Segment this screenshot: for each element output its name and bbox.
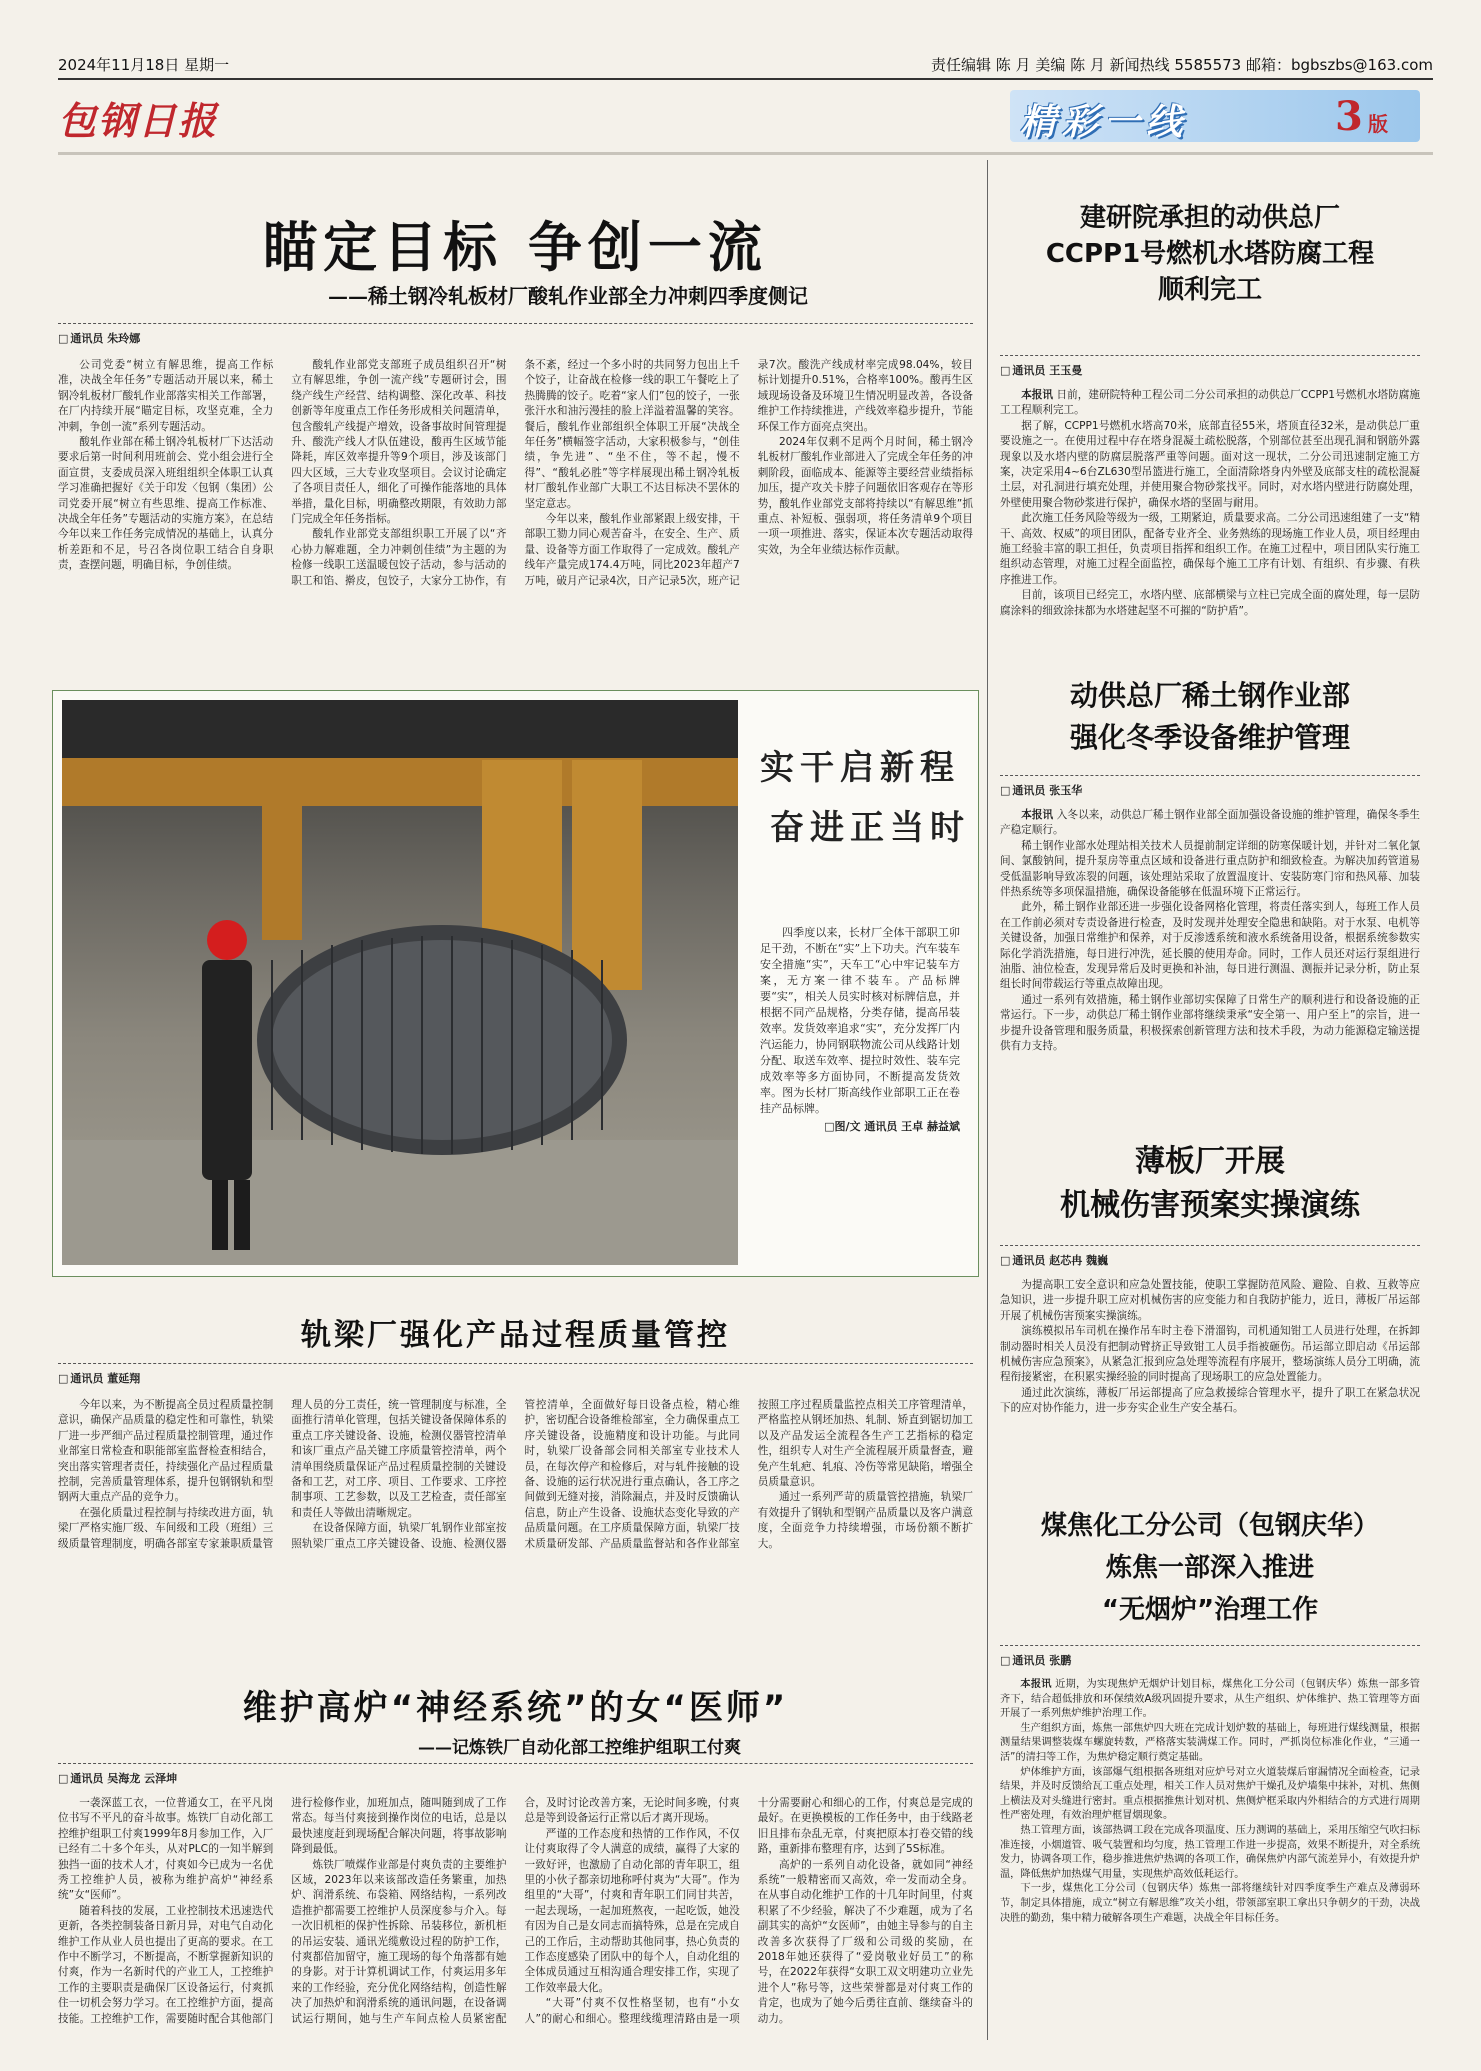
paragraph xyxy=(1000,388,1420,419)
paragraph: 此次施工任务风险等级为一级，工期紧迫，质量要求高。二分公司迅速组建了一支“精干、高效、权威”的项目团队，配备专业齐全、业务熟练的现场施工作业人员，项目经理由施工经验丰富的职工担任，负责项目指挥和组织工作。在施工过程中，项目团队实行施工组织动态管理，对施工过程全面监控，确保每个施工工序有计划、有组织、有步骤、有秩序推进工作。 xyxy=(1000,512,1420,586)
photo-credit: □图/文 通讯员 王卓 赫益斌 xyxy=(824,1120,960,1133)
paragraph: 在强化质量过程控制与持续改进方面，轨梁厂严格实施厂级、车间级和工段（班组）三级质量管理制度，明确各部室专家兼职质量管理人员的分工责任，统一管理制度与标准，全面推行清单化管理，包括关键设备保障体系的重点工序关键设备、设施，检测仪器管控清单和该厂重点产品关键工序质量管控清单，两个清单围绕质量保证产品过程质量控制的关键设备和工艺，对工序、项目、工作要求、工序控制事项、工艺参数，以及工艺检查，责任部室和责任人等做出清晰规定。 xyxy=(58,1399,507,1550)
paragraph-text: 日前，建研院特种工程公司二分公司承担的动供总厂CCPP1号燃机水塔防腐施工工程顺利完工。 xyxy=(1000,389,1421,417)
editors-line: 责任编辑 陈 月 美编 陈 月 新闻热线 5585573 邮箱：bgbszbs@163.com xyxy=(931,56,1433,74)
article5-body xyxy=(58,1398,973,1660)
paragraph: 2024年仅剩不足两个月时间，稀土钢冷轧板材厂酸轧作业部进入了完成全年任务的冲刺阶段，面临成本、能源等主要经营业绩指标加压，提产攻关卡脖子问题依旧客观存在等形势，酸轧作业部党支部将持续以“有解思维”抓重点、补短板、强弱项，将任务清单9个项目一项一项推进、落实，保证本次专题活动取得实效，为全年业绩达标作贡献。 xyxy=(757,436,973,556)
article1-subtitle: ——稀土钢冷轧板材厂酸轧作业部全力冲刺四季度侧记 xyxy=(328,284,808,308)
paragraph xyxy=(1000,808,1420,839)
article7-subtitle: ——记炼铁厂自动化部工控维护组职工付爽 xyxy=(418,1738,741,1758)
article6-title-line1: 煤焦化工分公司（包钢庆华） xyxy=(1040,1511,1379,1541)
paragraph: 稀土钢作业部水处理站相关技术人员提前制定详细的防寒保暖计划，并针对二氧化氯间、氯酸钠间，提升泵房等重点区域和设备进行重点防护和细致检查。为解决加药管道易受低温影响导致冻裂的问题，该处理站采取了放置温度计、安装防寒门帘和热风幕、加装伴热系统等多项保温措施，确保设备能够在低温环境下正常运行。 xyxy=(1000,839,1420,899)
paragraph-text: 近期，为实现焦炉无烟炉计划目标，煤焦化工分公司（包钢庆华）炼焦一部多管齐下，结合超低排放和环保绩效A级巩固提升要求，从生产组织、炉体维护、热工管理等方面开展了一系列焦炉维护治理工作。 xyxy=(1000,1679,1420,1720)
photo-caption xyxy=(760,925,960,1135)
paragraph xyxy=(1000,1678,1420,1722)
paragraph: “大哥”付爽不仅性格坚韧，也有“小女人”的耐心和细心。整理线缆理清路由是一项十分需要耐心和细心的工作，付爽总是完成的最好。在更换模板的工作任务中，由于线路老旧且排布杂乱无章，付爽把原本打卷交错的线路，重新排布整理有序，达到了5S标准。 xyxy=(524,1797,973,2025)
page-unit: 版 xyxy=(1368,112,1388,136)
article3-byline: □ 通讯员 张玉华 xyxy=(1000,782,1082,798)
article2-dash xyxy=(1000,355,1420,356)
article2-title-line2: CCPP1号燃机水塔防腐工程 xyxy=(1045,239,1375,269)
photo-wire-rod-coil xyxy=(62,700,738,1265)
paragraph: 高炉的一系列自动化设备，就如同“神经系统”一般精密而又高效，牵一发而动全身。在从事自动化维护工作的十几年时间里，付爽积累了不少经验，解决了不少难题，成为了名副其实的高炉“女医师”，由她主导参与的自主改善多次获得了厂级和公司级的奖励，在2018年她还获得了“爱岗敬业好员工”的称号，在2022年获得“女职工双文明建功立业先进个人”称号等，这些荣誉都是对付爽工作的肯定，也成为了她今后勇往直前、继续奋斗的动力。 xyxy=(757,1858,973,2025)
article2-title-line1: 建研院承担的动供总厂 xyxy=(1079,203,1340,233)
top-rule xyxy=(58,78,1433,80)
paragraph: 随着科技的发展，工业控制技术迅速迭代更新，各类控制装备日新月异，对电气自动化维护工作从业人员也提出了更高的要求。在工作中不断学习，不断提高，不断掌握新知识的付爽，作为一名新时代的产业工人，工控维护工作的主要职责是确保厂区设备运行，付爽抓住一切机会努力学习。在工控维护方面，提高技能。工控维护工作，需要随时配合其他部门进行检修作业，加班加点，随叫随到成了工作常态。每当付爽接到操作岗位的电话，总是以最快速度赶到现场配合解决问题，将事故影响降到最低。 xyxy=(58,1797,507,2025)
masthead-rule xyxy=(58,152,1433,155)
paragraph: 通过一系列严苛的质量管控措施，轨梁厂有效提升了钢轨和型钢产品质量以及客户满意度，全面竞争力持续增强，市场份额不断扩大。 xyxy=(757,1491,973,1550)
article2-byline: □ 通讯员 王玉曼 xyxy=(1000,362,1082,378)
paragraph: 下一步，煤焦化工分公司（包钢庆华）炼焦一部将继续针对四季度季生产难点及薄弱环节，制定具体措施，成立“树立有解思维”攻关小组，带领部室职工拿出只争朝夕的干劲，决战决胜的勤劲，集中精力破解各项生产难题，决战全年目标任务。 xyxy=(1000,1883,1420,1924)
paragraph: 严谨的工作态度和热情的工作作风，不仅让付爽取得了令人满意的成绩，赢得了大家的一致好评，也激励了自动化部的青年职工，组里的小伙子都亲切地称呼付爽为“大哥”。作为组里的“大哥”，付爽和青年职工们同甘共苦，一起去现场，一起加班熬夜，一起吃饭，她没有因为自己是女同志而搞特殊，总是在完成自己的工作后，主动帮助其他同事，热心负责的工作态度感染了团队中的每个人，自动化组的全体成员通过互相沟通合理安排工作，实现了工作效率最大化。 xyxy=(524,1827,740,1994)
article3-title-line2: 强化冬季设备维护管理 xyxy=(1069,721,1350,754)
article5-byline: □ 通讯员 董延翔 xyxy=(58,1370,140,1386)
article3-body xyxy=(1000,808,1420,1055)
article6-byline: □ 通讯员 张鹏 xyxy=(1000,1652,1071,1668)
paragraph: 为提高职工安全意识和应急处置技能，使职工掌握防范风险、避险、自救、互救等应急知识，进一步提升职工应对机械伤害的应变能力和自我防护能力，近日，薄板厂吊运部开展了机械伤害预案实操演练。 xyxy=(1000,1279,1420,1322)
section-banner xyxy=(1010,90,1420,142)
article4-title-line2: 机械伤害预案实操演练 xyxy=(1060,1188,1360,1223)
article3-dash xyxy=(1000,775,1420,776)
article5-title: 轨梁厂强化产品过程质量管控 xyxy=(301,1318,730,1353)
paragraph: 在设备保障方面，轨梁厂轧钢作业部室按照轨梁厂重点工序关键设备、设施、检测仪器管控清单，全面做好每日设备点检，精心维护，密切配合设备维检部室，全力确保重点工序关键设备，设施精度和设计功能。与此同时，轨梁厂设备部会同相关部室专业技术人员，在每次停产和检修后，对与轧件接触的设备、设施的运行状况进行重点确认，各工序之间做到无缝对接，消除漏点，并及时反馈确认信息，防止产生设备、设施状态变化导致的产品质量问题。在工序质量保障方面，轨梁厂技术质量研发部、产品质量监督站和各作业部室按照工序过程质量监控点相关工序管理清单，严格监控从钢坯加热、轧制、矫直到锯切加工以及产品发运全流程各生产工艺指标的稳定性，组织专人对生产全流程展开质量督查，避免产生轧疤、轧痕、冷伤等常见缺陷，增强全员质量意识。 xyxy=(291,1399,973,1550)
article2-body xyxy=(1000,388,1420,619)
paragraph: 炼铁厂喷煤作业部是付爽负责的主要维护区域，2023年以来该部改造任务繁重，加热炉、润滑系统、布袋箱、网络结构，一系列改造推护都需要工控维护人员深度参与介入。每一次旧机柜的保护性拆除、吊装移位，新机柜的吊运安装、通讯光缆敷设过程的防护工作，付爽都倍加留守，施工现场的每个角落都有她的身影。对于计算机调试工作，付爽运用多年来的工作经验，充分优化网络结构，创造性解决了加热炉和润滑系统的通讯问题，在设备调试运行期间，她与生产车间点检人员紧密配合，及时讨论改善方案，无论时间多晚，付爽总是等到设备运行正常以后才离开现场。 xyxy=(291,1797,740,2025)
article4-title-line1: 薄板厂开展 xyxy=(1135,1144,1285,1179)
paragraph-text: 入冬以来，动供总厂稀土钢作业部全面加强设备设施的维护管理，确保冬季生产稳定顺行。 xyxy=(1000,809,1420,837)
paragraph: 热工管理方面，该部热调工段在完成各项温度、压力测调的基础上，采用压缩空气吹扫标准连接，小烟道管、吸气装置和均匀度，热工管理工作进一步提高，效果不断提升，对全系统发力，协调各项工作，稳步推进焦炉热调的各项工作，确保焦炉内部气流差异小，有效提升炉温，降低焦炉加热煤气用量，实现焦炉高效低耗运行。 xyxy=(1000,1824,1420,1880)
article1-body xyxy=(58,358,973,658)
paragraph: 公司党委“树立有解思维，提高工作标准，决战全年任务”专题活动开展以来，稀土钢冷轧板材厂酸轧作业部落实相关工作部署，在厂内持续开展“瞄定目标，攻坚克难，全力冲刺，争创一流”系列专题活动。 xyxy=(58,359,274,433)
article4-body xyxy=(1000,1278,1420,1417)
article7-dash xyxy=(58,1763,973,1764)
paragraph: 酸轧作业部党支部组织职工开展了以“齐心协力解难题，全力冲刺创佳绩”为主题的为检修一线职工送温暖包饺子活动，参与活动的职工和馅、擀皮，包饺子，大家分工协作，有条不紊，经过一个多小时的共同努力包出上千个饺子，让奋战在检修一线的职工午餐吃上了热腾腾的饺子。吃着“家人们”包的饺子，一张张汗水和油污漫挂的脸上洋溢着温馨的笑容。餐后，酸轧作业部组织全体职工开展“决战全年任务”横幅签字活动，大家积极参与，“创佳绩，争先进”、“坐不住，等不起，慢不得”、“酸轧必胜”等字样展现出稀土钢冷轧板材厂酸轧作业部广大职工不达目标决不罢休的坚定意志。 xyxy=(291,359,740,587)
paragraph: 生产组织方面，炼焦一部焦炉四大班在完成计划炉数的基础上，每班进行煤线测量，根据测量结果调整装煤车螺旋转数，严格落实装满煤工作。同时，严抓岗位标准化作业，“三通一活”的清扫等工作，为焦炉稳定顺行奠定基础。 xyxy=(1000,1722,1420,1763)
article3-title-line1: 动供总厂稀土钢作业部 xyxy=(1069,679,1350,712)
article1-title: 瞄定目标 争创一流 xyxy=(263,216,768,279)
issue-date: 2024年11月18日 星期一 xyxy=(58,56,230,74)
article4-title xyxy=(1000,1140,1420,1228)
calligraphy-line-1: 实干启新程 xyxy=(760,748,960,788)
article4-dash xyxy=(1000,1245,1420,1246)
paragraph: 今年以来，为不断提高全员过程质量控制意识，确保产品质量的稳定性和可靠性，轨梁厂进一步严细产品过程质量控制管理，通过作业部室日常检查和职能部室监督检查相结合，突出落实管理者责任，持续强化产品过程质量控制，完善质量管理体系，提升包钢钢轨和型钢两大重点产品的竞争力。 xyxy=(58,1399,274,1504)
section-title: 精彩一线 xyxy=(1020,101,1189,143)
lead-tag: 本报讯 xyxy=(1021,389,1054,401)
article6-body xyxy=(1000,1678,1420,1926)
page-number: 3 xyxy=(1335,93,1363,140)
paragraph: 演练模拟吊车司机在操作吊车时主卷下滑溜钩，司机通知钳工人员进行处理，在拆卸制动器时相关人员没有把制动臂挤正导致钳工人员手指被砸伤。吊运部立即启动《吊运部机械伤害应急预案》，从紧急汇报到应急处理等流程有序展开，整场演练人员分工明确，流程衔接紧密，在积累实操经验的同时提高了现场职工的应急处置能力。 xyxy=(1000,1325,1420,1384)
paragraph: 酸轧作业部在稀土钢冷轧板材厂下达活动要求后第一时间利用班前会、党小组会进行全面宣贯，支委成员深入班组组织全体职工认真学习准确把握好《关于印发〈包钢（集团）公司党委开展“树立有些思维、提高工作标准、决战全年任务”专题活动的实施方案》，在总结今年以来工作任务完成情况的基础上，认真分析差距和不足，号召各岗位职工结合自身职责，查摆问题，明确目标，争创佳绩。 xyxy=(58,436,274,572)
paper-logo: 包钢日报 xyxy=(58,98,219,143)
article1-dash xyxy=(58,323,973,324)
paragraph: 酸轧作业部党支部班子成员组织召开“树立有解思维，争创一流产线”专题研讨会，围绕产线生产经营、结构调整、深化改革、科技创新等年度重点工作任务形成相关问题清单，包含酸轧产线提产增效，设备事故时间管理提升、酸洗产线人才队伍建设，酸再生区域节能降耗，库区效率提升等9个项目，涉及该部门四大区域，三大专业攻坚项目。会议讨论确定了各项目责任人，细化了可操作能落地的具体举措，量化目标，明确整改期限，有效助力部门完成全年任务指标。 xyxy=(291,359,507,526)
article6-dash xyxy=(1000,1645,1420,1646)
lead-tag: 本报讯 xyxy=(1020,1679,1052,1690)
article1-byline: □ 通讯员 朱玲娜 xyxy=(58,330,140,346)
article2-title xyxy=(1000,200,1420,308)
calligraphy-line-2: 奋进正当时 xyxy=(770,808,970,848)
paragraph: 炉体维护方面，该部爆气组根据各班组对应炉号对立火道装煤后窜漏情况全面检查，记录结果，并及时反馈给瓦工重点处理，相关工作人员对焦炉干燥孔及炉墙集中抹补，对机、焦侧上横法及对头缝进行密封。重点根据推焦计划对机、焦侧炉框采取内外相结合的方式进行周期性严密处理，有效治理炉框冒烟现象。 xyxy=(1000,1766,1420,1822)
article3-title xyxy=(1000,675,1420,759)
article5-dash xyxy=(58,1363,973,1364)
article4-byline: □ 通讯员 赵芯冉 魏巍 xyxy=(1000,1252,1108,1268)
article7-title: 维护高炉“神经系统”的女“医师” xyxy=(242,1688,789,1728)
paragraph: 据了解，CCPP1号燃机水塔高70米，底部直径55米，塔顶直径32米，是动供总厂重要设施之一。在使用过程中存在塔身混凝土疏松脱落，个别部位甚至出现孔洞和钢筋外露现象以及水塔内壁的防腐层脱落严重等问题。面对这一现状，二分公司迅速制定施工方案，决定采用4~6台ZL630型吊篮进行施工，全面清除塔身内外壁及底部支柱的疏松混凝土层，对孔洞进行填充处理，并使用聚合物砂浆找平。同时，对水塔内壁进行防腐处理，外壁使用聚合物砂浆进行保护，确保水塔的坚固与耐用。 xyxy=(1000,419,1420,509)
paragraph: 通过一系列有效措施，稀土钢作业部切实保障了日常生产的顺利进行和设备设施的正常运行。下一步，动供总厂稀土钢作业部将继续秉承“安全第一、用户至上”的宗旨，进一步提升设备管理和服务质量，积极探索创新管理方法和技术手段，为动力能源稳定输送提供有力支持。 xyxy=(1000,993,1420,1053)
paragraph: 一袭深蓝工衣，一位普通女工，在平凡岗位书写不平凡的奋斗故事。炼铁厂自动化部工控维护组职工付爽1999年8月参加工作，入厂已经有二十多个年头，从对PLC的一知半解到独挡一面的技术人才，付爽如今已成为一名优秀工控维护人员，被称为维护高炉“神经系统”女“医师”。 xyxy=(58,1797,274,1902)
paragraph: 今年以来，酸轧作业部紧跟上级安排，干部职工勠力同心观苦奋斗，在安全、生产、质量、设备等方面工作取得了一定成效。酸轧产线年产量完成174.4万吨，同比2023年超产7万吨，破月产记录4次，日产记录5次，班产记录7次。酸洗产线成材率完成98.04%，较目标计划提升0.51%，合格率100%。酸再生区域现场设备及环境卫生情况明显改善，各设备维护工作持续推进，产线效率稳步提升，节能环保工作方面亮点突出。 xyxy=(524,359,973,587)
article6-title xyxy=(1000,1505,1420,1631)
paragraph: 目前，该项目已经完工，水塔内壁、底部横梁与立柱已完成全面的腐处理，每一层防腐涂料的细致涂抹都为水塔建起坚不可摧的“防护盾”。 xyxy=(1000,589,1420,617)
lead-tag: 本报讯 xyxy=(1021,809,1054,821)
article7-body xyxy=(58,1796,973,2056)
column-divider xyxy=(987,160,988,2040)
article2-title-line3: 顺利完工 xyxy=(1157,275,1262,305)
paragraph: 此外，稀土钢作业部还进一步强化设备网格化管理，将责任落实到人，每班工作人员在工作前必须对专责设备进行检查，及时发现并处理安全隐患和缺陷。对于水泵、电机等关键设备，加强日常维护和保养，对于反渗透系统和液水系统备用设备，根据系统参数实际化学消洗措施，每日进行冲洗，延长膜的使用寿命。同时，工作人员还对运行泵组进行油脂、油位检查，发现异常后及时更换和补油，每日进行测温、测振并记录分析，防止泵组长时间带载运行等重点故障出现。 xyxy=(1000,901,1420,991)
paragraph: 通过此次演练，薄板厂吊运部提高了应急救援综合管理水平，提升了职工在紧急状况下的应对协作能力，进一步夯实企业生产安全基石。 xyxy=(1000,1386,1420,1415)
caption-text: 四季度以来，长材厂全体干部职工卯足干劲，不断在“实”上下功夫。汽车装车安全措施“实”，天车工“心中牢记装车方案，无方案一律不装车。产品标牌要“实”，相关人员实时核对标牌信息，并根据不同产品规格，分类存储，提高吊装效率。发货效率追求“实”，充分发挥厂内汽运能力，协同钢联物流公司从线路计划分配、取送车效率、提拉时效性、装车完成效率等多方面协同，不断提高发货效率。图为长材厂斯高线作业部职工正在卷挂产品标牌。 xyxy=(760,926,960,1115)
article6-title-line3: “无烟炉”治理工作 xyxy=(1101,1595,1319,1625)
article7-byline: □ 通讯员 吴海龙 云泽坤 xyxy=(58,1770,177,1786)
article6-title-line2: 炼焦一部深入推进 xyxy=(1105,1553,1314,1583)
